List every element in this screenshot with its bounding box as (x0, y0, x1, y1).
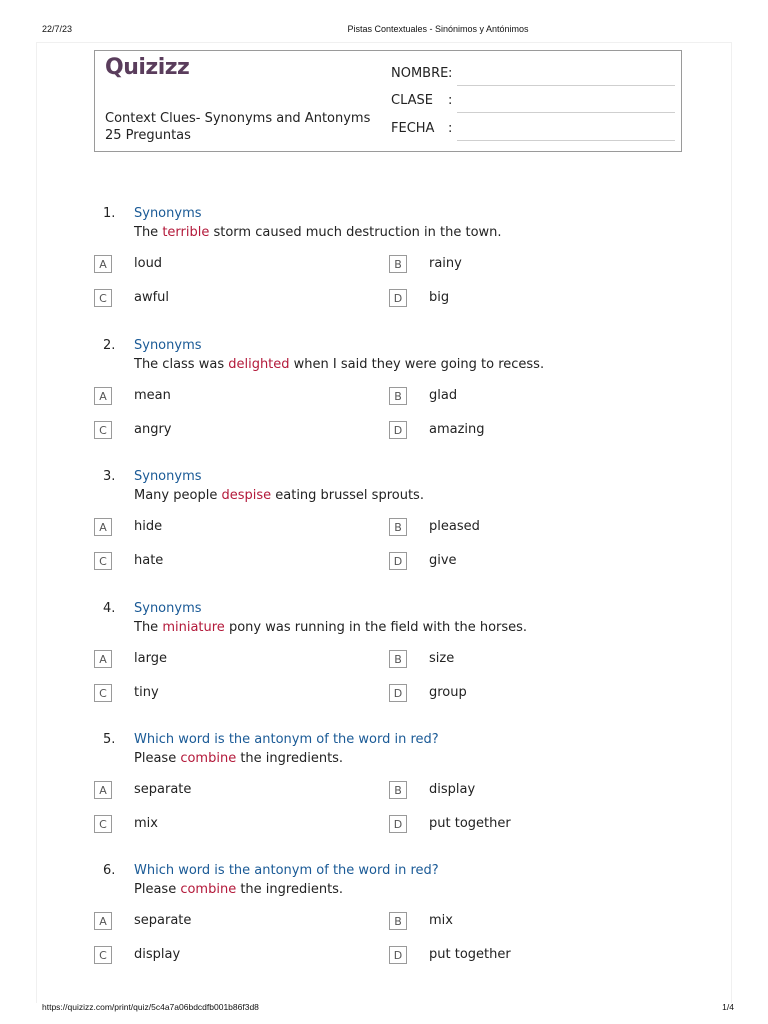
print-footer (0, 1002, 768, 1016)
date-colon: : (448, 121, 453, 136)
highlighted-word: delighted (228, 357, 290, 372)
quizizz-logo: Quizizz (105, 55, 190, 80)
option-text: hide (134, 519, 163, 534)
option-letter-box: D (389, 289, 407, 307)
question-text: Please combine the ingredients. (134, 751, 344, 766)
option-text: separate (134, 913, 192, 928)
class-label: CLASE (391, 93, 433, 108)
option-letter-box: C (94, 946, 112, 964)
option-text: large (134, 651, 167, 666)
question-4 (0, 601, 768, 721)
question-number: 6. (103, 863, 116, 878)
question-text: The miniature pony was running in the field with the horses. (134, 620, 528, 635)
option-text: awful (134, 290, 170, 305)
option-text: angry (134, 422, 172, 437)
option-letter-box: D (389, 684, 407, 702)
print-title: Pistas Contextuales - Sinónimos y Antónimos (347, 24, 529, 34)
question-type: Synonyms (134, 469, 202, 484)
name-field[interactable] (391, 66, 675, 84)
date-field[interactable] (391, 121, 675, 139)
option-letter-box: D (389, 421, 407, 439)
highlighted-word: despise (221, 488, 272, 503)
option-text: put together (429, 947, 511, 962)
question-1 (0, 206, 768, 326)
option-text: rainy (429, 256, 462, 271)
option-letter-box: A (94, 912, 112, 930)
page-number: 1/4 (722, 1002, 734, 1012)
option-letter-box: B (389, 518, 407, 536)
question-number: 5. (103, 732, 116, 747)
question-text: Many people despise eating brussel sprouts. (134, 488, 424, 503)
option-text: loud (134, 256, 163, 271)
question-text: The class was delighted when I said they were going to recess. (134, 357, 545, 372)
option-text: mix (134, 816, 158, 831)
option-letter-box: A (94, 650, 112, 668)
class-field[interactable] (391, 93, 675, 111)
option-text: hate (134, 553, 164, 568)
question-text: The terrible storm caused much destruction in the town. (134, 225, 502, 240)
question-number: 1. (103, 206, 116, 221)
option-letter-box: D (389, 815, 407, 833)
class-line (457, 112, 675, 113)
option-text: amazing (429, 422, 485, 437)
question-count: 25 Preguntas (105, 128, 191, 143)
option-letter-box: C (94, 289, 112, 307)
question-type: Which word is the antonym of the word in red? (134, 732, 439, 747)
option-letter-box: A (94, 255, 112, 273)
option-text: put together (429, 816, 511, 831)
option-letter-box: B (389, 387, 407, 405)
option-letter-box: B (389, 912, 407, 930)
print-url: https://quizizz.com/print/quiz/5c4a7a06bdcdfb001b86f3d8 (42, 1002, 259, 1012)
highlighted-word: combine (180, 751, 237, 766)
option-letter-box: D (389, 946, 407, 964)
quiz-title: Context Clues- Synonyms and Antonyms (105, 111, 371, 126)
date-label: FECHA (391, 121, 435, 136)
question-6 (0, 863, 768, 983)
option-letter-box: B (389, 255, 407, 273)
name-label: NOMBRE (391, 66, 449, 81)
question-2 (0, 338, 768, 458)
question-text: Please combine the ingredients. (134, 882, 344, 897)
option-letter-box: C (94, 421, 112, 439)
question-type: Synonyms (134, 601, 202, 616)
question-5 (0, 732, 768, 852)
option-text: give (429, 553, 457, 568)
option-letter-box: A (94, 781, 112, 799)
option-text: separate (134, 782, 192, 797)
print-date: 22/7/23 (42, 24, 73, 34)
date-line (457, 140, 675, 141)
option-text: group (429, 685, 467, 700)
name-colon: : (448, 66, 453, 81)
option-text: glad (429, 388, 458, 403)
option-letter-box: C (94, 684, 112, 702)
class-colon: : (448, 93, 453, 108)
option-letter-box: D (389, 552, 407, 570)
question-number: 2. (103, 338, 116, 353)
option-letter-box: B (389, 781, 407, 799)
option-text: tiny (134, 685, 159, 700)
question-number: 4. (103, 601, 116, 616)
print-header (0, 24, 768, 38)
option-text: big (429, 290, 450, 305)
question-number: 3. (103, 469, 116, 484)
highlighted-word: terrible (162, 225, 210, 240)
question-type: Synonyms (134, 338, 202, 353)
option-text: mean (134, 388, 171, 403)
option-text: pleased (429, 519, 480, 534)
option-letter-box: A (94, 387, 112, 405)
option-letter-box: B (389, 650, 407, 668)
option-letter-box: C (94, 552, 112, 570)
highlighted-word: miniature (162, 620, 225, 635)
question-3 (0, 469, 768, 589)
name-line (457, 85, 675, 86)
option-text: display (134, 947, 181, 962)
quiz-info-box (94, 50, 682, 152)
question-type: Synonyms (134, 206, 202, 221)
option-text: display (429, 782, 476, 797)
option-letter-box: C (94, 815, 112, 833)
question-type: Which word is the antonym of the word in red? (134, 863, 439, 878)
highlighted-word: combine (180, 882, 237, 897)
option-text: mix (429, 913, 453, 928)
option-text: size (429, 651, 455, 666)
option-letter-box: A (94, 518, 112, 536)
